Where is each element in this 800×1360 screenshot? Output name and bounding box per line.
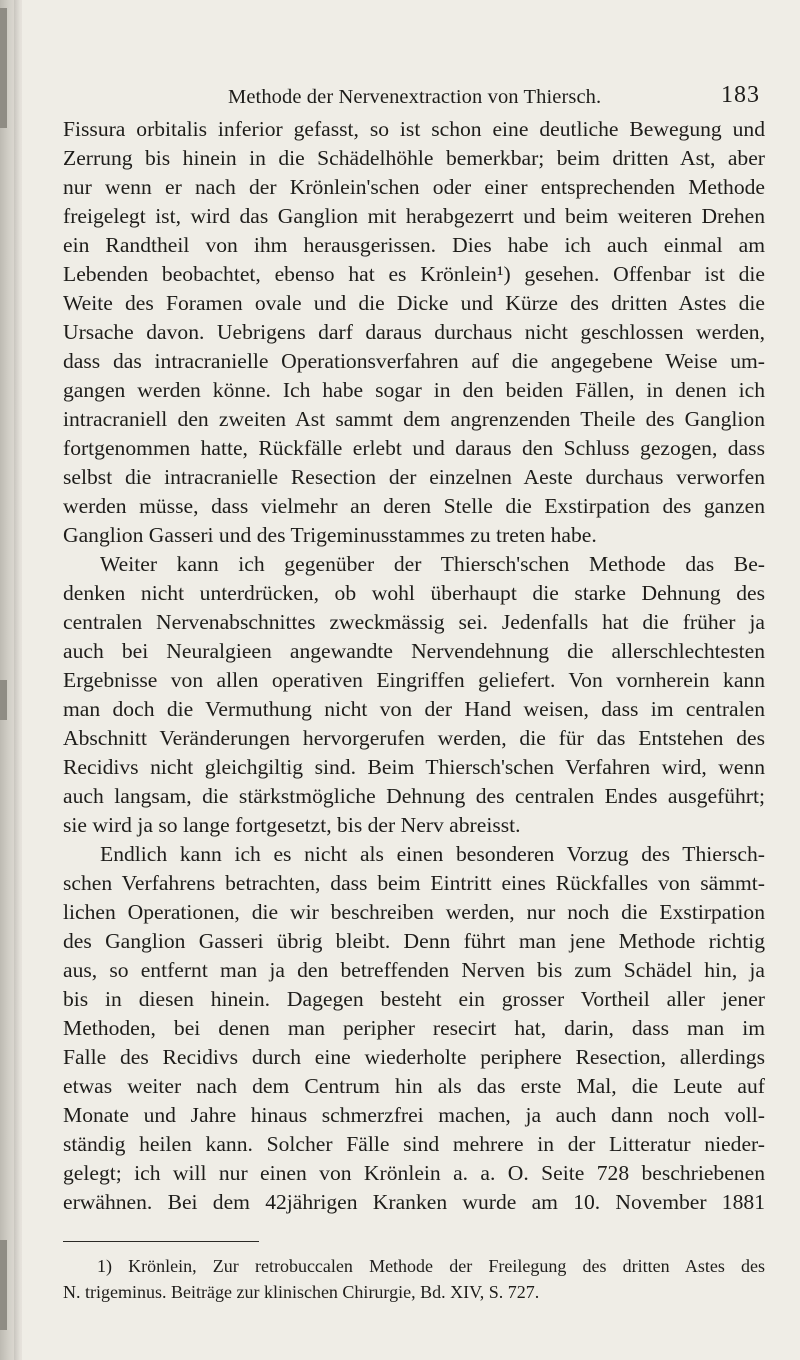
text-line: fortgenommen hatte, Rückfälle erlebt und daraus den Schluss gezogen, dass — [63, 436, 765, 460]
text-line: ein Randtheil von ihm herausgerissen. Dies habe ich auch einmal am — [63, 233, 765, 257]
footnotes — [63, 1253, 765, 1305]
text-line: Methoden, bei denen man peripher resecirt hat, darin, dass man im — [63, 1016, 765, 1040]
text-line: Weiter kann ich gegenüber der Thiersch'schen Methode das Be- — [100, 552, 765, 576]
text-line: sie wird ja so lange fortgesetzt, bis der Nerv abreisst. — [63, 813, 521, 837]
text-line: Ganglion Gasseri und des Trigeminusstammes zu treten habe. — [63, 523, 597, 547]
text-line: selbst die intracranielle Resection der einzelnen Aeste durchaus verworfen — [63, 465, 765, 489]
text-line: Fissura orbitalis inferior gefasst, so ist schon eine deutliche Bewegung und — [63, 117, 765, 141]
footnote-line: 1) Krönlein, Zur retrobuccalen Methode der Freilegung des dritten Astes des — [97, 1256, 765, 1276]
edge-stain — [0, 8, 7, 128]
text-line: gangen werden könne. Ich habe sogar in den beiden Fällen, in denen ich — [63, 378, 765, 402]
footnote-rule — [63, 1241, 259, 1242]
text-line: des Ganglion Gasseri übrig bleibt. Denn führt man jene Methode richtig — [63, 929, 765, 953]
text-line: Zerrung bis hinein in die Schädelhöhle bemerkbar; beim dritten Ast, aber — [63, 146, 765, 170]
text-line: man doch die Vermuthung nicht von der Hand weisen, dass im centralen — [63, 697, 765, 721]
text-line: Recidivs nicht gleichgiltig sind. Beim Thiersch'schen Verfahren wird, wenn — [63, 755, 765, 779]
body-text — [63, 115, 765, 1217]
text-line: schen Verfahrens betrachten, dass beim Eintritt eines Rückfalles von sämmt- — [63, 871, 765, 895]
text-line: freigelegt ist, wird das Ganglion mit herabgezerrt und beim weiteren Drehen — [63, 204, 765, 228]
text-line: gelegt; ich will nur einen von Krönlein a. a. O. Seite 728 beschriebenen — [63, 1161, 765, 1185]
running-head: Methode der Nervenextraction von Thiersch. — [228, 86, 602, 108]
page-number: 183 — [721, 82, 760, 108]
text-line: centralen Nervenabschnittes zweckmässig sei. Jedenfalls hat die früher ja — [63, 610, 765, 634]
text-line: Ergebnisse von allen operativen Eingriffen geliefert. Von vornherein kann — [63, 668, 765, 692]
text-line: bis in diesen hinein. Dagegen besteht ein grosser Vortheil aller jener — [63, 987, 765, 1011]
text-line: Abschnitt Veränderungen hervorgerufen werden, die für das Entstehen des — [63, 726, 765, 750]
edge-stain — [0, 680, 7, 720]
text-line: auch langsam, die stärkstmögliche Dehnung des centralen Endes ausgeführt; — [63, 784, 765, 808]
text-line: werden müsse, dass vielmehr an deren Stelle die Exstirpation des ganzen — [63, 494, 765, 518]
text-line: erwähnen. Bei dem 42jährigen Kranken wurde am 10. November 1881 — [63, 1190, 765, 1214]
text-line: lichen Operationen, die wir beschreiben werden, nur noch die Exstirpation — [63, 900, 765, 924]
text-line: Monate und Jahre hinaus schmerzfrei machen, ja auch dann noch voll- — [63, 1103, 765, 1127]
text-line: etwas weiter nach dem Centrum hin als das erste Mal, die Leute auf — [63, 1074, 765, 1098]
text-line: Endlich kann ich es nicht als einen besonderen Vorzug des Thiersch- — [100, 842, 765, 866]
text-line: Weite des Foramen ovale und die Dicke und Kürze des dritten Astes die — [63, 291, 765, 315]
text-line: intracraniell den zweiten Ast sammt dem angrenzenden Theile des Ganglion — [63, 407, 765, 431]
binding-shadow — [14, 0, 20, 1360]
text-line: Falle des Recidivs durch eine wiederholte periphere Resection, allerdings — [63, 1045, 765, 1069]
text-line: aus, so entfernt man ja den betreffenden Nerven bis zum Schädel hin, ja — [63, 958, 765, 982]
text-line: dass das intracranielle Operationsverfahren auf die angegebene Weise um- — [63, 349, 765, 373]
text-line: Ursache davon. Uebrigens darf daraus durchaus nicht geschlossen werden, — [63, 320, 765, 344]
text-line: Lebenden beobachtet, ebenso hat es Krönlein¹) gesehen. Offenbar ist die — [63, 262, 765, 286]
text-line: denken nicht unterdrücken, ob wohl überhaupt die starke Dehnung des — [63, 581, 765, 605]
text-line: auch bei Neuralgieen angewandte Nervendehnung die allerschlechtesten — [63, 639, 765, 663]
edge-stain — [0, 1240, 7, 1330]
text-line: ständig heilen kann. Solcher Fälle sind mehrere in der Litteratur nieder- — [63, 1132, 765, 1156]
text-line: nur wenn er nach der Krönlein'schen oder einer entsprechenden Methode — [63, 175, 765, 199]
footnote-line: N. trigeminus. Beiträge zur klinischen Chirurgie, Bd. XIV, S. 727. — [63, 1282, 540, 1302]
